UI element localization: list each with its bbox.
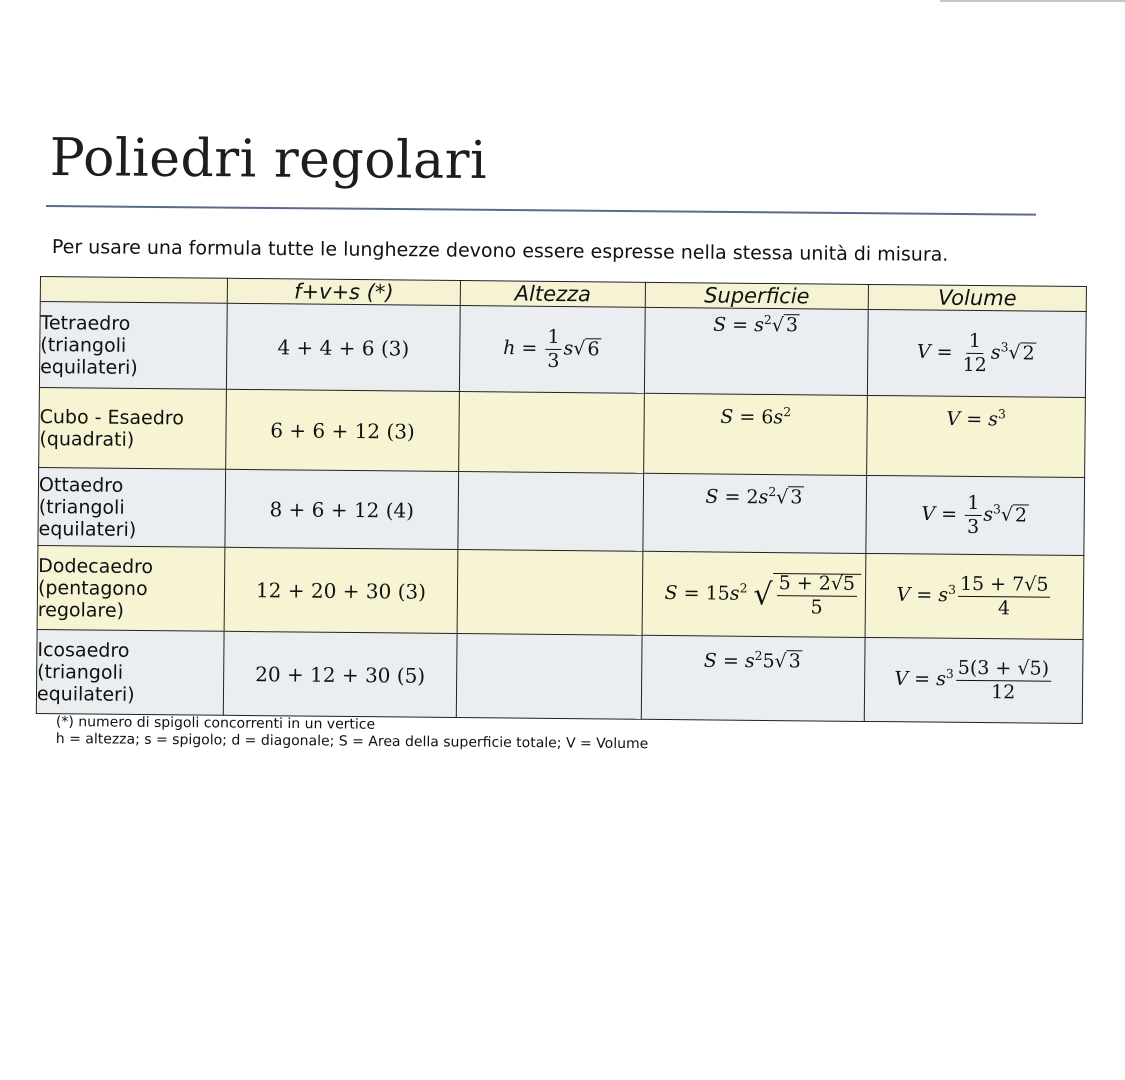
header-fvs: f+v+s (*): [227, 278, 460, 305]
name-line: equilateri): [36, 682, 135, 706]
header-superficie: Superficie: [645, 282, 868, 309]
name-line: regolare): [37, 598, 125, 622]
row-name: [39, 387, 227, 469]
row-name: [36, 629, 224, 715]
row-fvs: 12 + 20 + 30 (3): [224, 547, 458, 633]
row-name: [37, 545, 225, 631]
row-volume: $V = s^3$ $\frac{15 + 7√5}{4}$: [865, 553, 1084, 639]
row-superficie: $S = s^25√3$: [641, 635, 865, 721]
row-superficie: $S = 15s^2$ √ $\frac{5 + 2√5}{5}$: [642, 551, 866, 637]
polyhedra-table: [36, 276, 1087, 724]
row-superficie: $S = 2s^2√3$: [643, 473, 867, 553]
name-line: (pentagono: [37, 576, 148, 600]
row-volume: $V = s^3$ $\frac{5(3 + √5)}{12}$: [864, 637, 1083, 723]
table-row: [36, 629, 1083, 723]
name-line: Cubo - Esaedro: [39, 405, 185, 429]
name-line: equilateri): [38, 517, 137, 541]
header-volume: Volume: [868, 284, 1086, 311]
table-row: [37, 545, 1084, 639]
row-superficie: $S = 6s^2$: [644, 393, 868, 475]
row-volume: V = $\frac{1}{3}$ $s^3√2$: [866, 475, 1085, 555]
row-altezza: h = $\frac{1}{3}$ s√6: [459, 306, 645, 394]
name-line: Tetraedro: [40, 311, 131, 335]
row-volume: V = $\frac{1}{12}$ $s^3√2$: [867, 309, 1086, 397]
name-line: (triangoli: [37, 660, 124, 684]
name-line: Ottaedro: [38, 473, 124, 497]
header-empty: [40, 277, 227, 304]
row-altezza: [457, 550, 643, 636]
table-row: [38, 467, 1085, 555]
row-fvs: 4 + 4 + 6 (3): [226, 303, 460, 391]
title-underline: [46, 205, 1036, 216]
row-volume: $V = s^3$: [867, 395, 1086, 477]
footnote-legend: h = altezza; s = spigolo; d = diagonale; S = Area della superficie totale; V = Volume: [55, 730, 649, 753]
row-name: [38, 467, 226, 547]
name-line: (triangoli: [40, 333, 127, 357]
row-fvs: 20 + 12 + 30 (5): [223, 631, 457, 717]
row-altezza: [456, 634, 642, 720]
row-altezza: [458, 472, 644, 552]
top-edge-line: [940, 0, 1125, 2]
name-line: Dodecaedro: [38, 554, 154, 578]
header-altezza: Altezza: [460, 281, 645, 308]
table-row: [39, 302, 1086, 398]
name-line: (triangoli: [38, 495, 125, 519]
row-fvs: 6 + 6 + 12 (3): [226, 389, 460, 471]
name-line: equilateri): [40, 355, 138, 379]
row-name: [39, 302, 227, 390]
row-superficie: $S = s^2√3$: [644, 307, 868, 395]
footnotes: [56, 714, 649, 753]
row-altezza: [459, 392, 645, 474]
name-line: (quadrati): [39, 427, 135, 451]
table-row: [39, 387, 1086, 477]
page-title: Poliedri regolari: [49, 128, 488, 192]
name-line: Icosaedro: [37, 638, 130, 662]
polyhedra-table-wrapper: [36, 276, 1086, 738]
row-fvs: 8 + 6 + 12 (4): [225, 469, 459, 549]
intro-text: Per usare una formula tutte le lunghezze devono essere espresse nella stessa unità di misura.: [51, 236, 949, 266]
footnote-star: (*) numero di spigoli concorrenti in un vertice: [55, 714, 376, 733]
